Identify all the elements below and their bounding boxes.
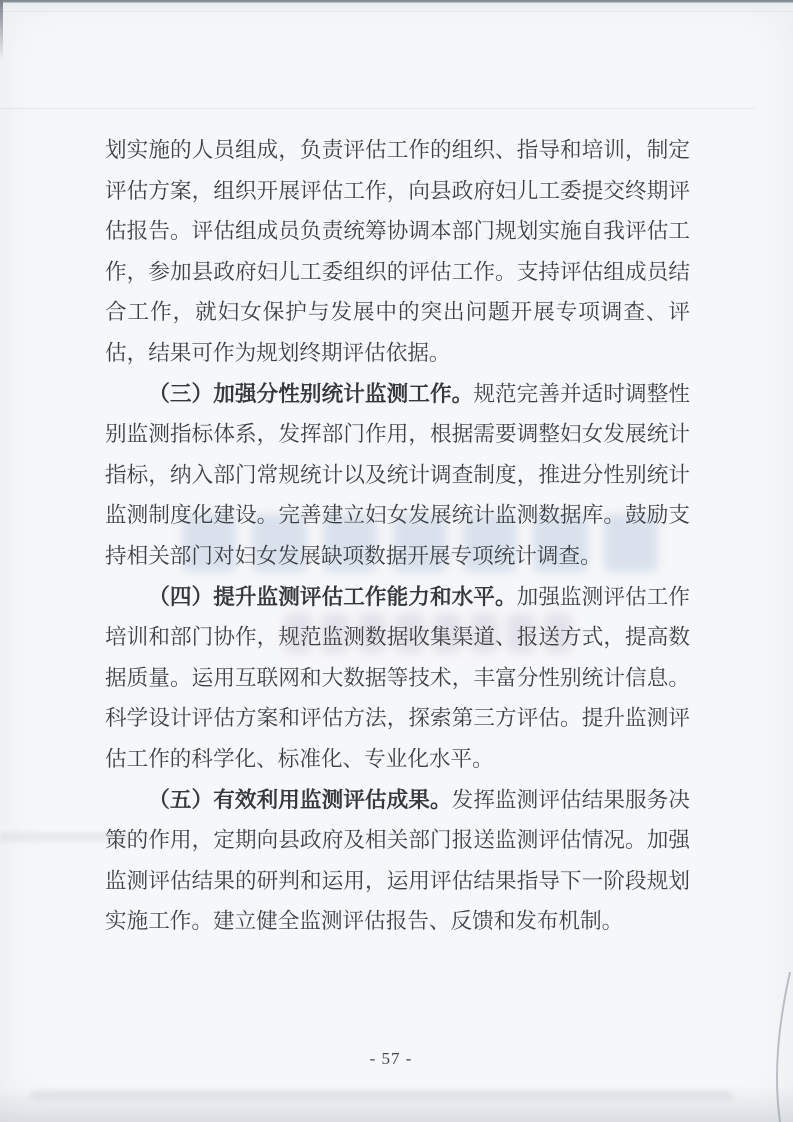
- paragraph-body: 规范完善并适时调整性别监测指标体系，发挥部门作用，根据需要调整妇女发展统计指标，纳入部门常规统计以及统计调查制度，推进分性别统计监测制度化建设。完善建立妇女发展统计监测数据库。鼓励支持相关部门对妇女发展缺项数据开展专项统计调查。: [105, 381, 690, 568]
- paragraph-heading: （三）加强分性别统计监测工作。: [148, 381, 474, 406]
- body-paragraph-item-5: [105, 780, 690, 942]
- paragraph-body: 加强监测评估工作培训和部门协作，规范监测数据收集渠道、报送方式，提高数据质量。运用互联网和大数据等技术，丰富分性别统计信息。科学设计评估方案和评估方法，探索第三方评估。提升监测评估工作的科学化、标准化、专业化水平。: [105, 584, 690, 771]
- body-paragraph-continued: [105, 130, 690, 374]
- page-curl-artifact: [763, 972, 793, 1122]
- paragraph-body: 发挥监测评估结果服务决策的作用，定期向县政府及相关部门报送监测评估情况。加强监测评估结果的研判和运用，运用评估结果指导下一阶段规划实施工作。建立健全监测评估报告、反馈和发布机制。: [105, 787, 690, 934]
- paragraph-body: 划实施的人员组成，负责评估工作的组织、指导和培训，制定评估方案，组织开展评估工作，向县政府妇儿工委提交终期评估报告。评估组成员负责统筹协调本部门规划实施自我评估工作，参加县政府妇儿工委组织的评估工作。支持评估组成员结合工作，就妇女保护与发展中的突出问题开展专项调查、评估，结果可作为规划终期评估依据。: [105, 138, 690, 365]
- page-number: - 57 -: [369, 1049, 413, 1068]
- scan-rule-artifact: [0, 108, 755, 109]
- scan-bottom-shadow: [0, 1086, 793, 1122]
- paragraph-heading: （四）提升监测评估工作能力和水平。: [148, 584, 517, 609]
- scan-edge-left: [0, 0, 3, 60]
- paragraph-heading: （五）有效利用监测评估成果。: [148, 787, 452, 812]
- document-text-block: [105, 130, 690, 942]
- body-paragraph-item-3: [105, 374, 690, 577]
- body-paragraph-item-4: [105, 577, 690, 780]
- scan-edge-top: [0, 0, 793, 12]
